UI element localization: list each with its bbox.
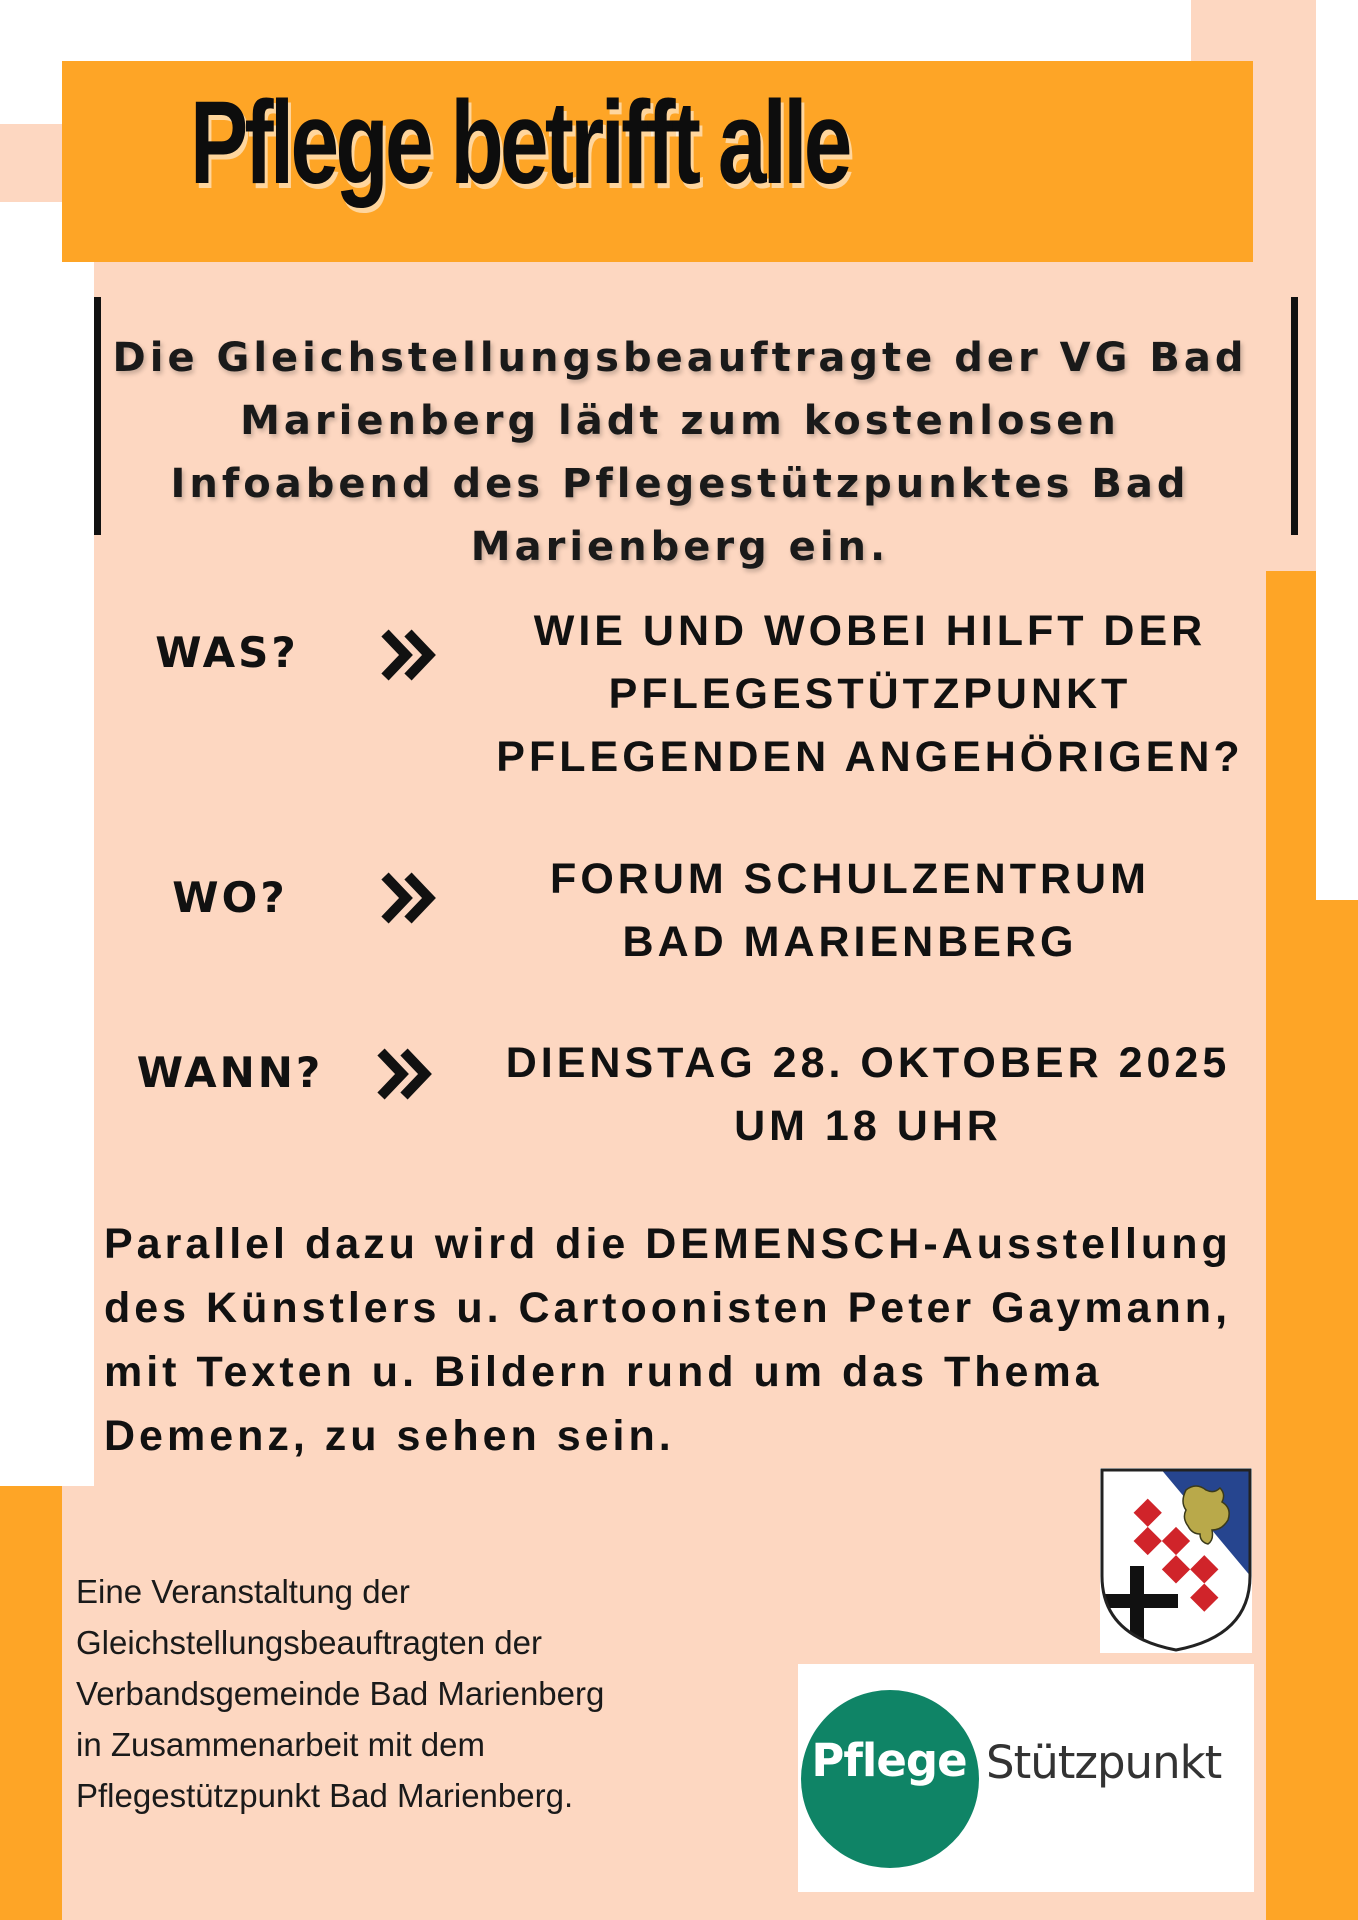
organizer-line: Eine Veranstaltung der — [76, 1573, 410, 1610]
wo-line: FORUM SCHULZENTRUM — [550, 855, 1150, 903]
logo-word-stuetzpunkt: Stützpunkt — [986, 1736, 1222, 1789]
bg-peach-left-strip — [0, 124, 62, 202]
intro-right-bar — [1291, 297, 1298, 535]
organizer-line: in Zusammenarbeit mit dem — [76, 1726, 485, 1763]
double-chevron-right-icon — [380, 872, 438, 924]
bg-orange-bottom-left — [0, 1486, 62, 1920]
double-chevron-right-icon — [380, 629, 438, 681]
bg-orange-right-lower — [1266, 900, 1358, 1920]
double-chevron-right-icon — [376, 1048, 434, 1100]
wo-label: WO? — [172, 873, 288, 922]
exhibition-text: Parallel dazu wird die DEMENSCH-Ausstellung des Künstlers u. Cartoonisten Peter Gaymann, mit Texten u. Bildern rund um das Thema Demenz, zu sehen sein. — [104, 1220, 1232, 1460]
was-line: WIE UND WOBEI HILFT DER — [533, 607, 1207, 655]
wann-line: DIENSTAG 28. OKTOBER 2025 — [505, 1039, 1231, 1087]
wann-text — [468, 1032, 1268, 1158]
wann-label: WANN? — [136, 1048, 324, 1097]
title-banner — [62, 61, 1253, 262]
coat-of-arms-image — [1100, 1468, 1252, 1653]
was-line: PFLEGENDEN ANGEHÖRIGEN? — [496, 733, 1244, 781]
organizer-text — [76, 1566, 716, 1821]
organizer-line: Verbandsgemeinde Bad Marienberg — [76, 1675, 605, 1712]
wann-line: UM 18 UHR — [734, 1102, 1002, 1150]
organizer-line: Pflegestützpunkt Bad Marienberg. — [76, 1777, 574, 1814]
logo-word-pflege: Pflege — [811, 1734, 967, 1787]
bg-orange-right-upper — [1266, 571, 1316, 901]
intro-text: Die Gleichstellungsbeauftragte der VG Bad Marienberg lädt zum kostenlosen Infoabend des Pflegestützpunktes Bad Marienberg ein. — [112, 335, 1248, 570]
coat-of-arms-icon — [1100, 1468, 1252, 1653]
wo-text — [450, 848, 1250, 974]
pflegestuetzpunkt-logo — [798, 1664, 1254, 1892]
organizer-line: Gleichstellungsbeauftragten der — [76, 1624, 542, 1661]
page-title: Pflege betrifft alle — [190, 77, 849, 209]
wo-line: BAD MARIENBERG — [622, 918, 1078, 966]
was-line: PFLEGESTÜTZPUNKT — [608, 670, 1132, 718]
was-text — [470, 600, 1270, 789]
was-label: WAS? — [155, 628, 299, 677]
